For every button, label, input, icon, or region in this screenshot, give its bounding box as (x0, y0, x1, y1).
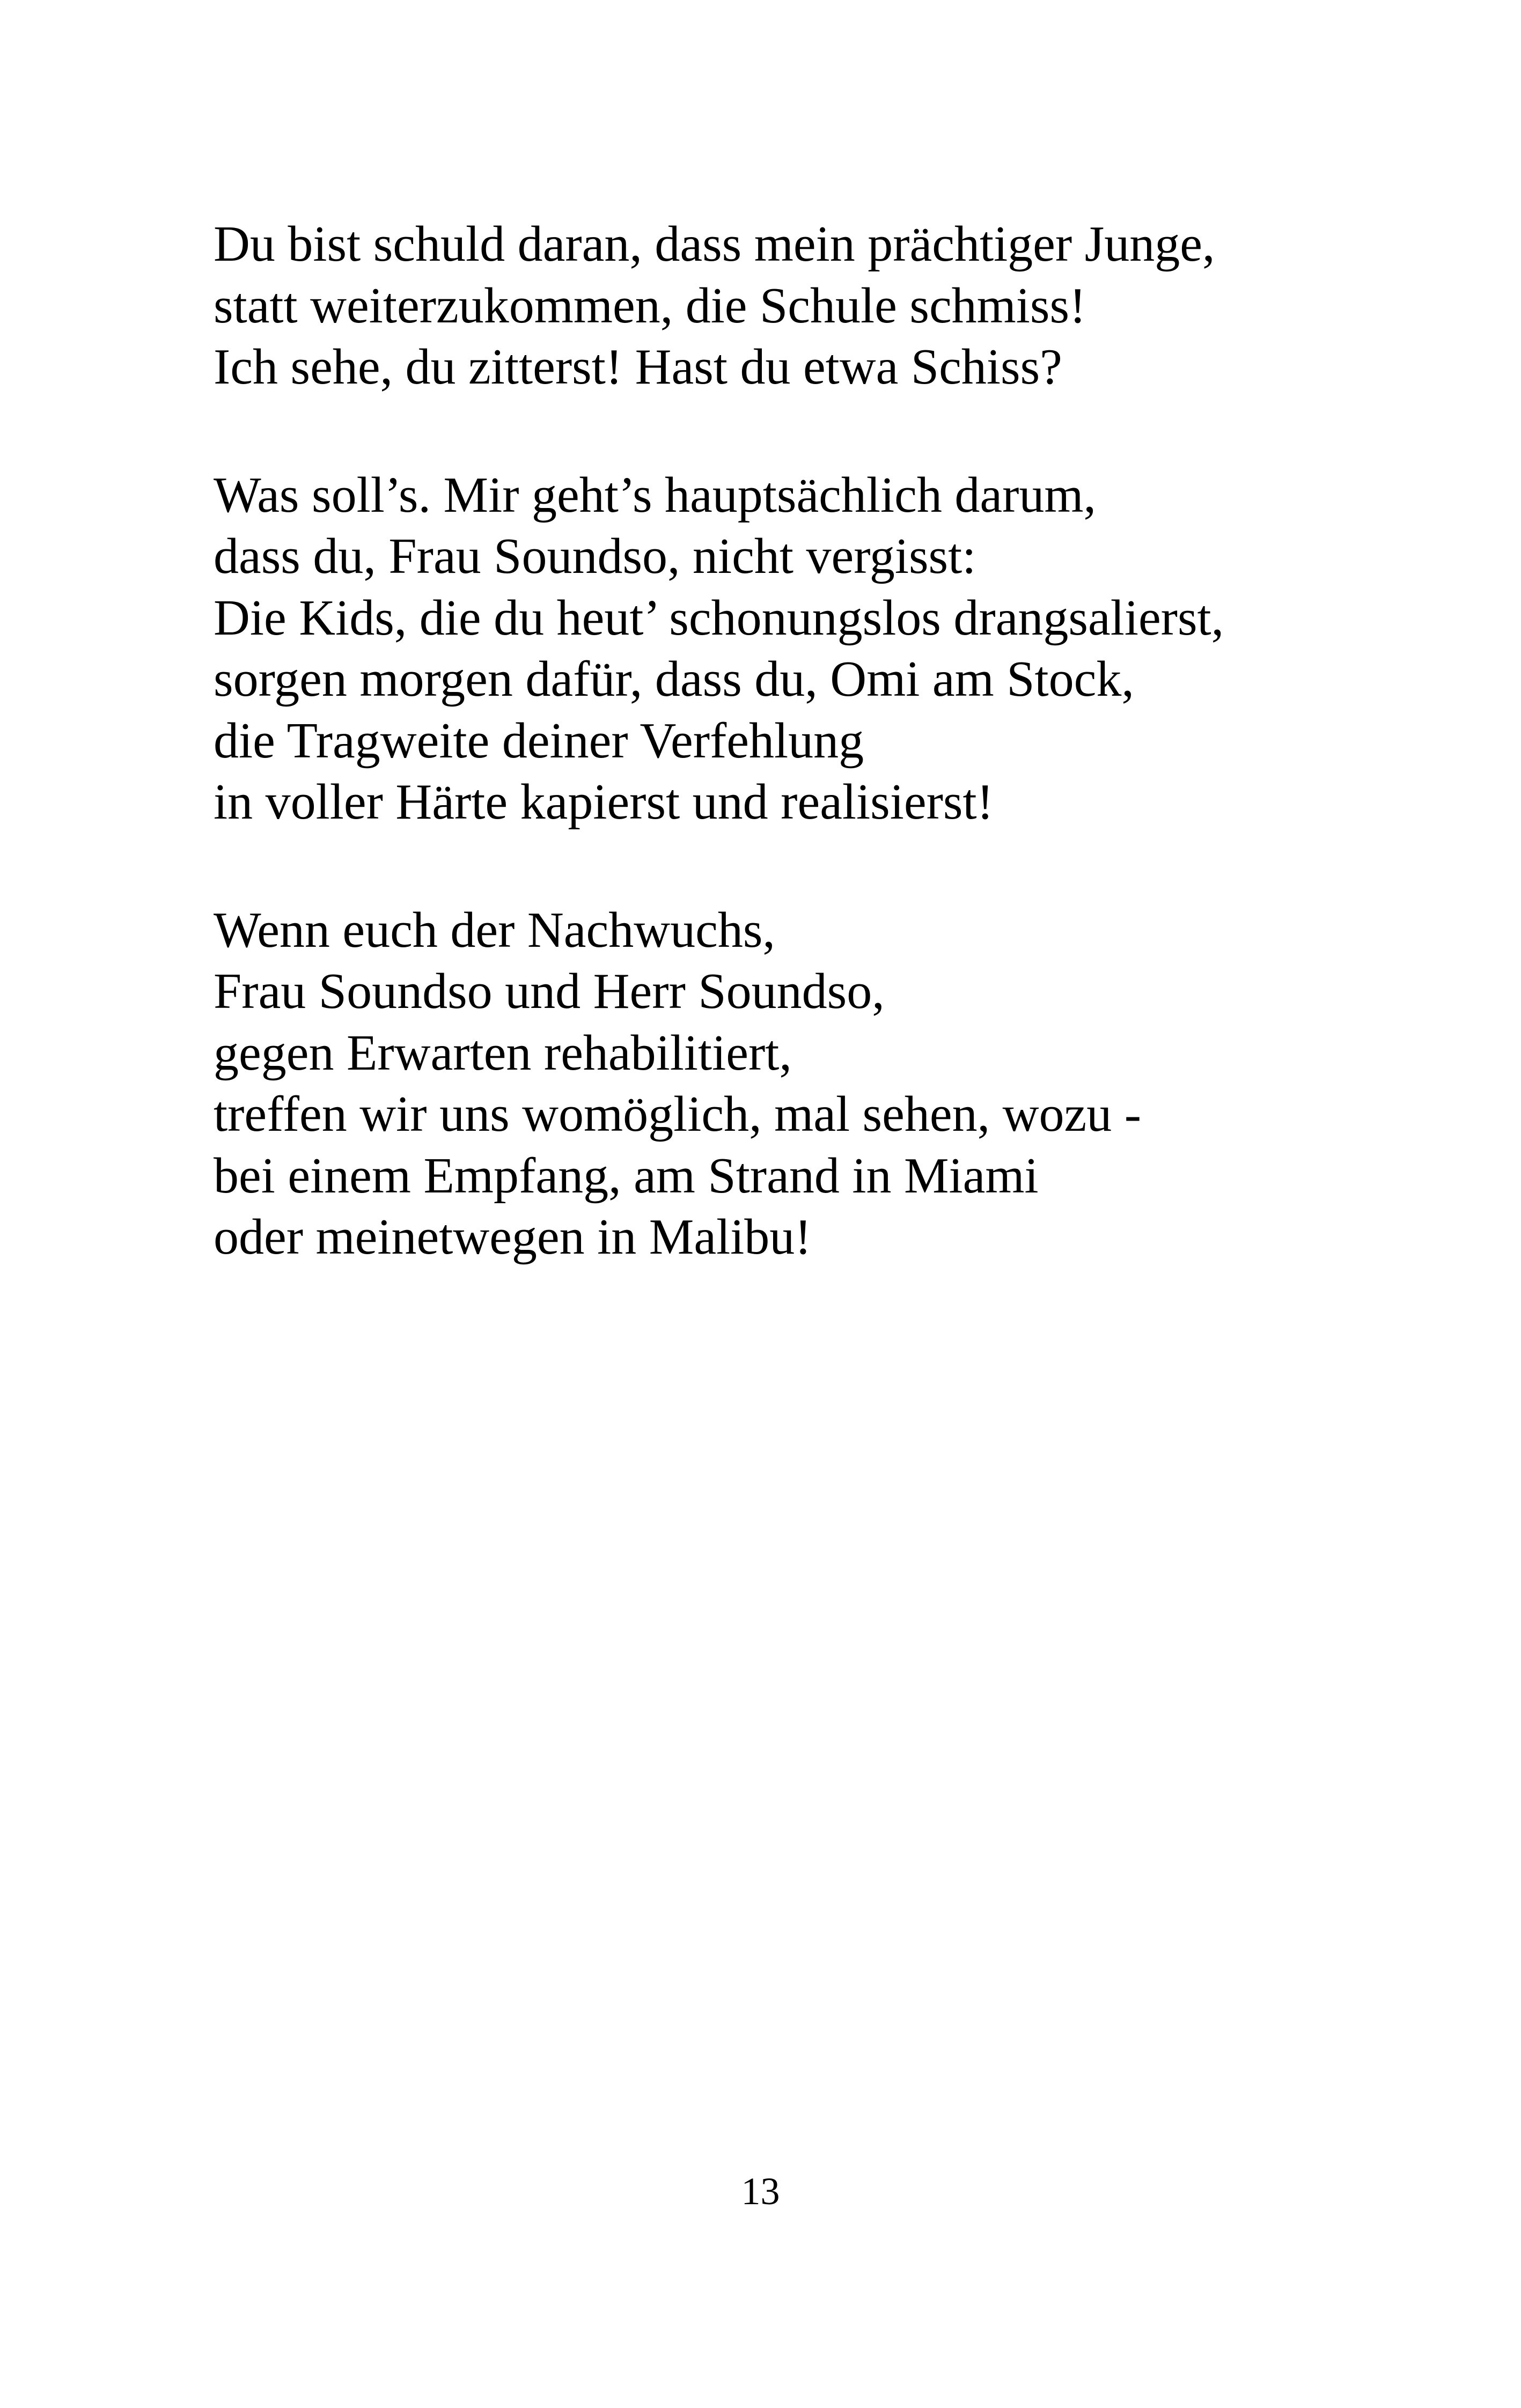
poem-line: bei einem Empfang, am Strand in Miami (214, 1147, 1039, 1204)
poem-line: dass du, Frau Soundso, nicht vergisst: (214, 528, 976, 584)
poem-line: Du bist schuld daran, dass mein prächtiger Junge, (214, 216, 1215, 272)
stanza-3 (214, 900, 1340, 1268)
stanza-2 (214, 465, 1340, 833)
poem-line: treffen wir uns womöglich, mal sehen, wozu - (214, 1086, 1141, 1142)
poem-line: gegen Erwarten rehabilitiert, (214, 1025, 792, 1081)
poem-text (214, 213, 1340, 1335)
page-number: 13 (741, 2170, 780, 2213)
poem-line: in voller Härte kapierst und realisierst! (214, 774, 994, 830)
poem-line: Ich sehe, du zitterst! Hast du etwa Schiss? (214, 339, 1062, 395)
poem-line: statt weiterzukommen, die Schule schmiss! (214, 277, 1086, 334)
poem-line: sorgen morgen dafür, dass du, Omi am Stock, (214, 651, 1134, 707)
stanza-1 (214, 213, 1340, 398)
poem-line: oder meinetwegen in Malibu! (214, 1209, 812, 1265)
poem-line: Was soll’s. Mir geht’s hauptsächlich darum, (214, 467, 1096, 523)
poem-line: Die Kids, die du heut’ schonungslos drangsalierst, (214, 590, 1224, 646)
poem-line: die Tragweite deiner Verfehlung (214, 712, 864, 769)
poem-line: Wenn euch der Nachwuchs, (214, 902, 775, 958)
poem-line: Frau Soundso und Herr Soundso, (214, 963, 885, 1019)
